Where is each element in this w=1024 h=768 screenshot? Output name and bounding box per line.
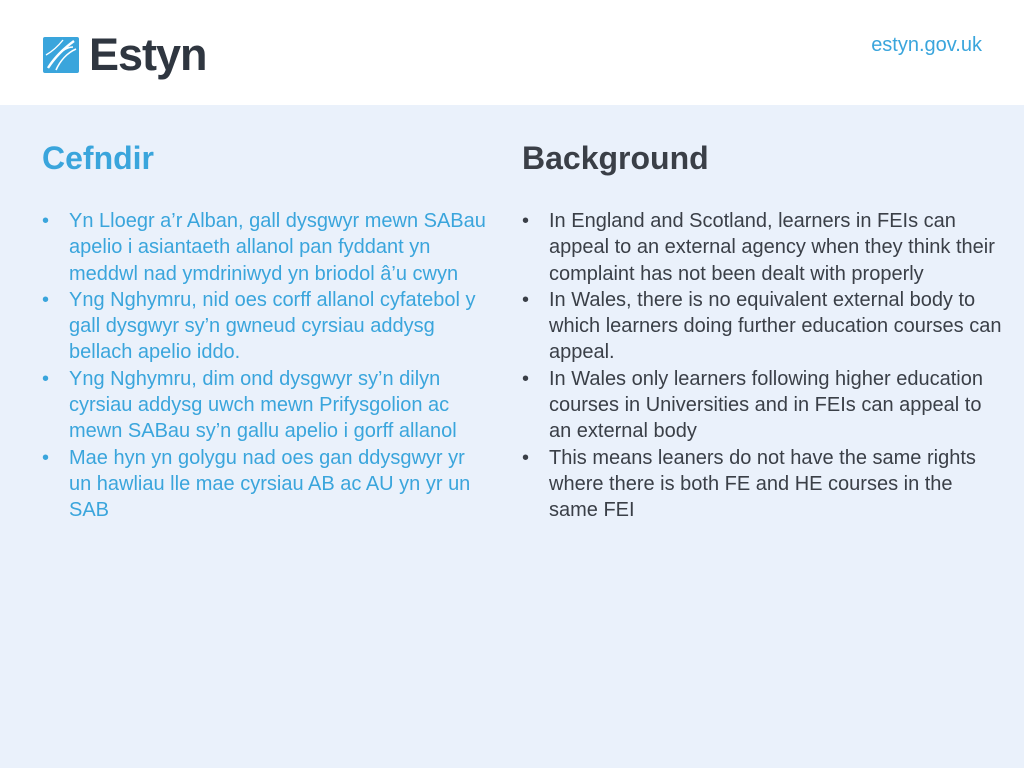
welsh-column (42, 138, 492, 524)
english-title: Background (522, 140, 709, 176)
list-item: • Yng Nghymru, dim ond dysgwyr sy’n dilyn cyrsiau addysg uwch mewn Prifysgolion ac mewn SABau sy’n gallu apelio i gorff allanol (42, 366, 492, 445)
welsh-title: Cefndir (42, 140, 154, 176)
welsh-bullet-list (42, 208, 492, 524)
list-item: • In England and Scotland, learners in FEIs can appeal to an external agency when they think their complaint has not been dealt with properly (522, 208, 1002, 287)
list-item: • Mae hyn yn golygu nad oes gan ddysgwyr yr un hawliau lle mae cyrsiau AB ac AU yn yr un SAB (42, 445, 492, 524)
english-bullet-list (522, 208, 1002, 524)
list-item: • This means leaners do not have the same rights where there is both FE and HE courses in the same FEI (522, 445, 1002, 524)
header-bar (0, 0, 1024, 105)
site-url-link[interactable]: estyn.gov.uk (871, 34, 982, 56)
list-item: • In Wales only learners following higher education courses in Universities and in FEIs can appeal to an external body (522, 366, 1002, 445)
english-column (522, 138, 1002, 524)
estyn-logo-icon (43, 37, 79, 73)
estyn-logo[interactable] (43, 29, 207, 80)
list-item: • Yng Nghymru, nid oes corff allanol cyfatebol y gall dysgwyr sy’n gwneud cyrsiau addysg bellach apelio iddo. (42, 287, 492, 366)
list-item: • Yn Lloegr a’r Alban, gall dysgwyr mewn SABau apelio i asiantaeth allanol pan fyddant yn meddwl nad ymdriniwyd yn briodol â’u cwyn (42, 208, 492, 287)
list-item: • In Wales, there is no equivalent external body to which learners doing further education courses can appeal. (522, 287, 1002, 366)
logo-wordmark: Estyn (89, 29, 207, 80)
